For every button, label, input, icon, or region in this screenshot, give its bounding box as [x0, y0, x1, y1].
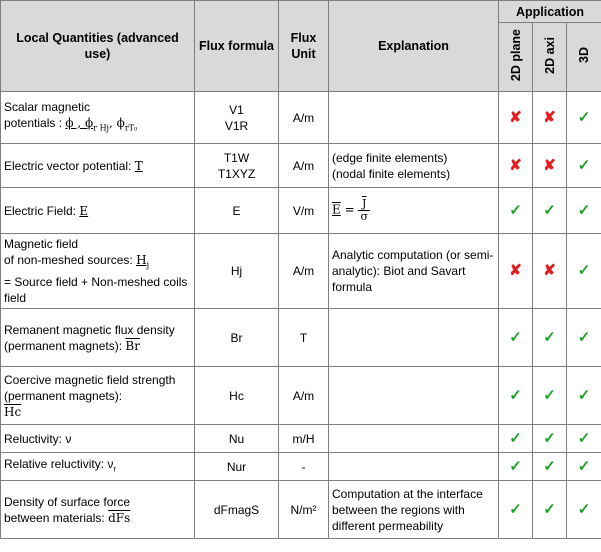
explanation-cell: Analytic computation (or semi-analytic): Biot and Savart formula	[329, 234, 499, 309]
quantity-cell: Coercive magnetic field strength (permanent magnets): $\overline{Hc}$	[1, 367, 195, 425]
unit-cell: A/m	[279, 144, 329, 188]
formula-cell: Nu	[195, 425, 279, 453]
header-application: Application	[499, 1, 601, 23]
check-icon: ✓	[499, 309, 533, 367]
table-row	[1, 92, 601, 144]
explanation-cell: (edge finite elements) (nodal finite elements)	[329, 144, 499, 188]
check-icon: ✓	[499, 425, 533, 453]
formula-cell: Hc	[195, 367, 279, 425]
check-icon: ✓	[533, 309, 567, 367]
check-icon: ✓	[567, 481, 601, 539]
cross-icon: ✘	[499, 92, 533, 144]
check-icon: ✓	[567, 188, 601, 234]
unit-cell: N/m²	[279, 481, 329, 539]
formula-cell: Br	[195, 309, 279, 367]
quantity-cell: Remanent magnetic flux density (permanent magnets): $\overline{Br}$	[1, 309, 195, 367]
check-icon: ✓	[533, 188, 567, 234]
header-explanation: Explanation	[329, 1, 499, 92]
cross-icon: ✘	[533, 234, 567, 309]
header-local-quantities: Local Quantities (advanced use)	[1, 1, 195, 92]
cross-icon: ✘	[533, 144, 567, 188]
table-row	[1, 425, 601, 453]
table-row	[1, 234, 601, 309]
unit-cell: V/m	[279, 188, 329, 234]
unit-cell: m/H	[279, 425, 329, 453]
explanation-cell: Computation at the interface between the regions with different permeability	[329, 481, 499, 539]
formula-cell: V1 V1R	[195, 92, 279, 144]
check-icon: ✓	[567, 453, 601, 481]
check-icon: ✓	[567, 144, 601, 188]
cross-icon: ✘	[499, 234, 533, 309]
check-icon: ✓	[567, 425, 601, 453]
unit-cell: A/m	[279, 367, 329, 425]
formula-cell: Hj	[195, 234, 279, 309]
check-icon: ✓	[533, 481, 567, 539]
header-2d-axi: 2D axi	[533, 23, 567, 92]
check-icon: ✓	[567, 367, 601, 425]
unit-cell: T	[279, 309, 329, 367]
header-3d: 3D	[567, 23, 601, 92]
check-icon: ✓	[533, 367, 567, 425]
unit-cell: A/m	[279, 92, 329, 144]
header-flux-formula: Flux formula	[195, 1, 279, 92]
quantity-cell: Scalar magnetic potentials : ϕ , $\phi_{r Hj}$, $\phi_{rT_0}$	[1, 92, 195, 144]
table-row	[1, 188, 601, 234]
table-row	[1, 309, 601, 367]
header-2d-plane: 2D plane	[499, 23, 533, 92]
quantity-cell: Relative reluctivity: $\nu_r$	[1, 453, 195, 481]
table-row	[1, 481, 601, 539]
explanation-cell	[329, 309, 499, 367]
explanation-cell	[329, 367, 499, 425]
explanation-cell	[329, 92, 499, 144]
quantity-cell: Reluctivity: ν	[1, 425, 195, 453]
cross-icon: ✘	[499, 144, 533, 188]
check-icon: ✓	[499, 367, 533, 425]
check-icon: ✓	[567, 92, 601, 144]
explanation-cell: E = $\frac{\overline{J}}{\sigma}$	[329, 188, 499, 234]
formula-cell: T1W T1XYZ	[195, 144, 279, 188]
unit-cell: -	[279, 453, 329, 481]
check-icon: ✓	[499, 481, 533, 539]
explanation-cell	[329, 425, 499, 453]
table-row	[1, 367, 601, 425]
table-row	[1, 453, 601, 481]
formula-cell: E	[195, 188, 279, 234]
table-row	[1, 144, 601, 188]
check-icon: ✓	[533, 425, 567, 453]
quantity-cell: Electric vector potential: T	[1, 144, 195, 188]
header-flux-unit: Flux Unit	[279, 1, 329, 92]
quantity-cell: Magnetic field of non-meshed sources: $H_j$ = Source field + Non-meshed coils field	[1, 234, 195, 309]
check-icon: ✓	[499, 188, 533, 234]
cross-icon: ✘	[533, 92, 567, 144]
formula-cell: Nur	[195, 453, 279, 481]
check-icon: ✓	[533, 453, 567, 481]
unit-cell: A/m	[279, 234, 329, 309]
check-icon: ✓	[499, 453, 533, 481]
check-icon: ✓	[567, 309, 601, 367]
check-icon: ✓	[567, 234, 601, 309]
formula-cell: dFmagS	[195, 481, 279, 539]
explanation-cell	[329, 453, 499, 481]
quantity-cell: Electric Field: E	[1, 188, 195, 234]
quantity-cell: Density of surface force between materials: $\overline{dFs}$	[1, 481, 195, 539]
